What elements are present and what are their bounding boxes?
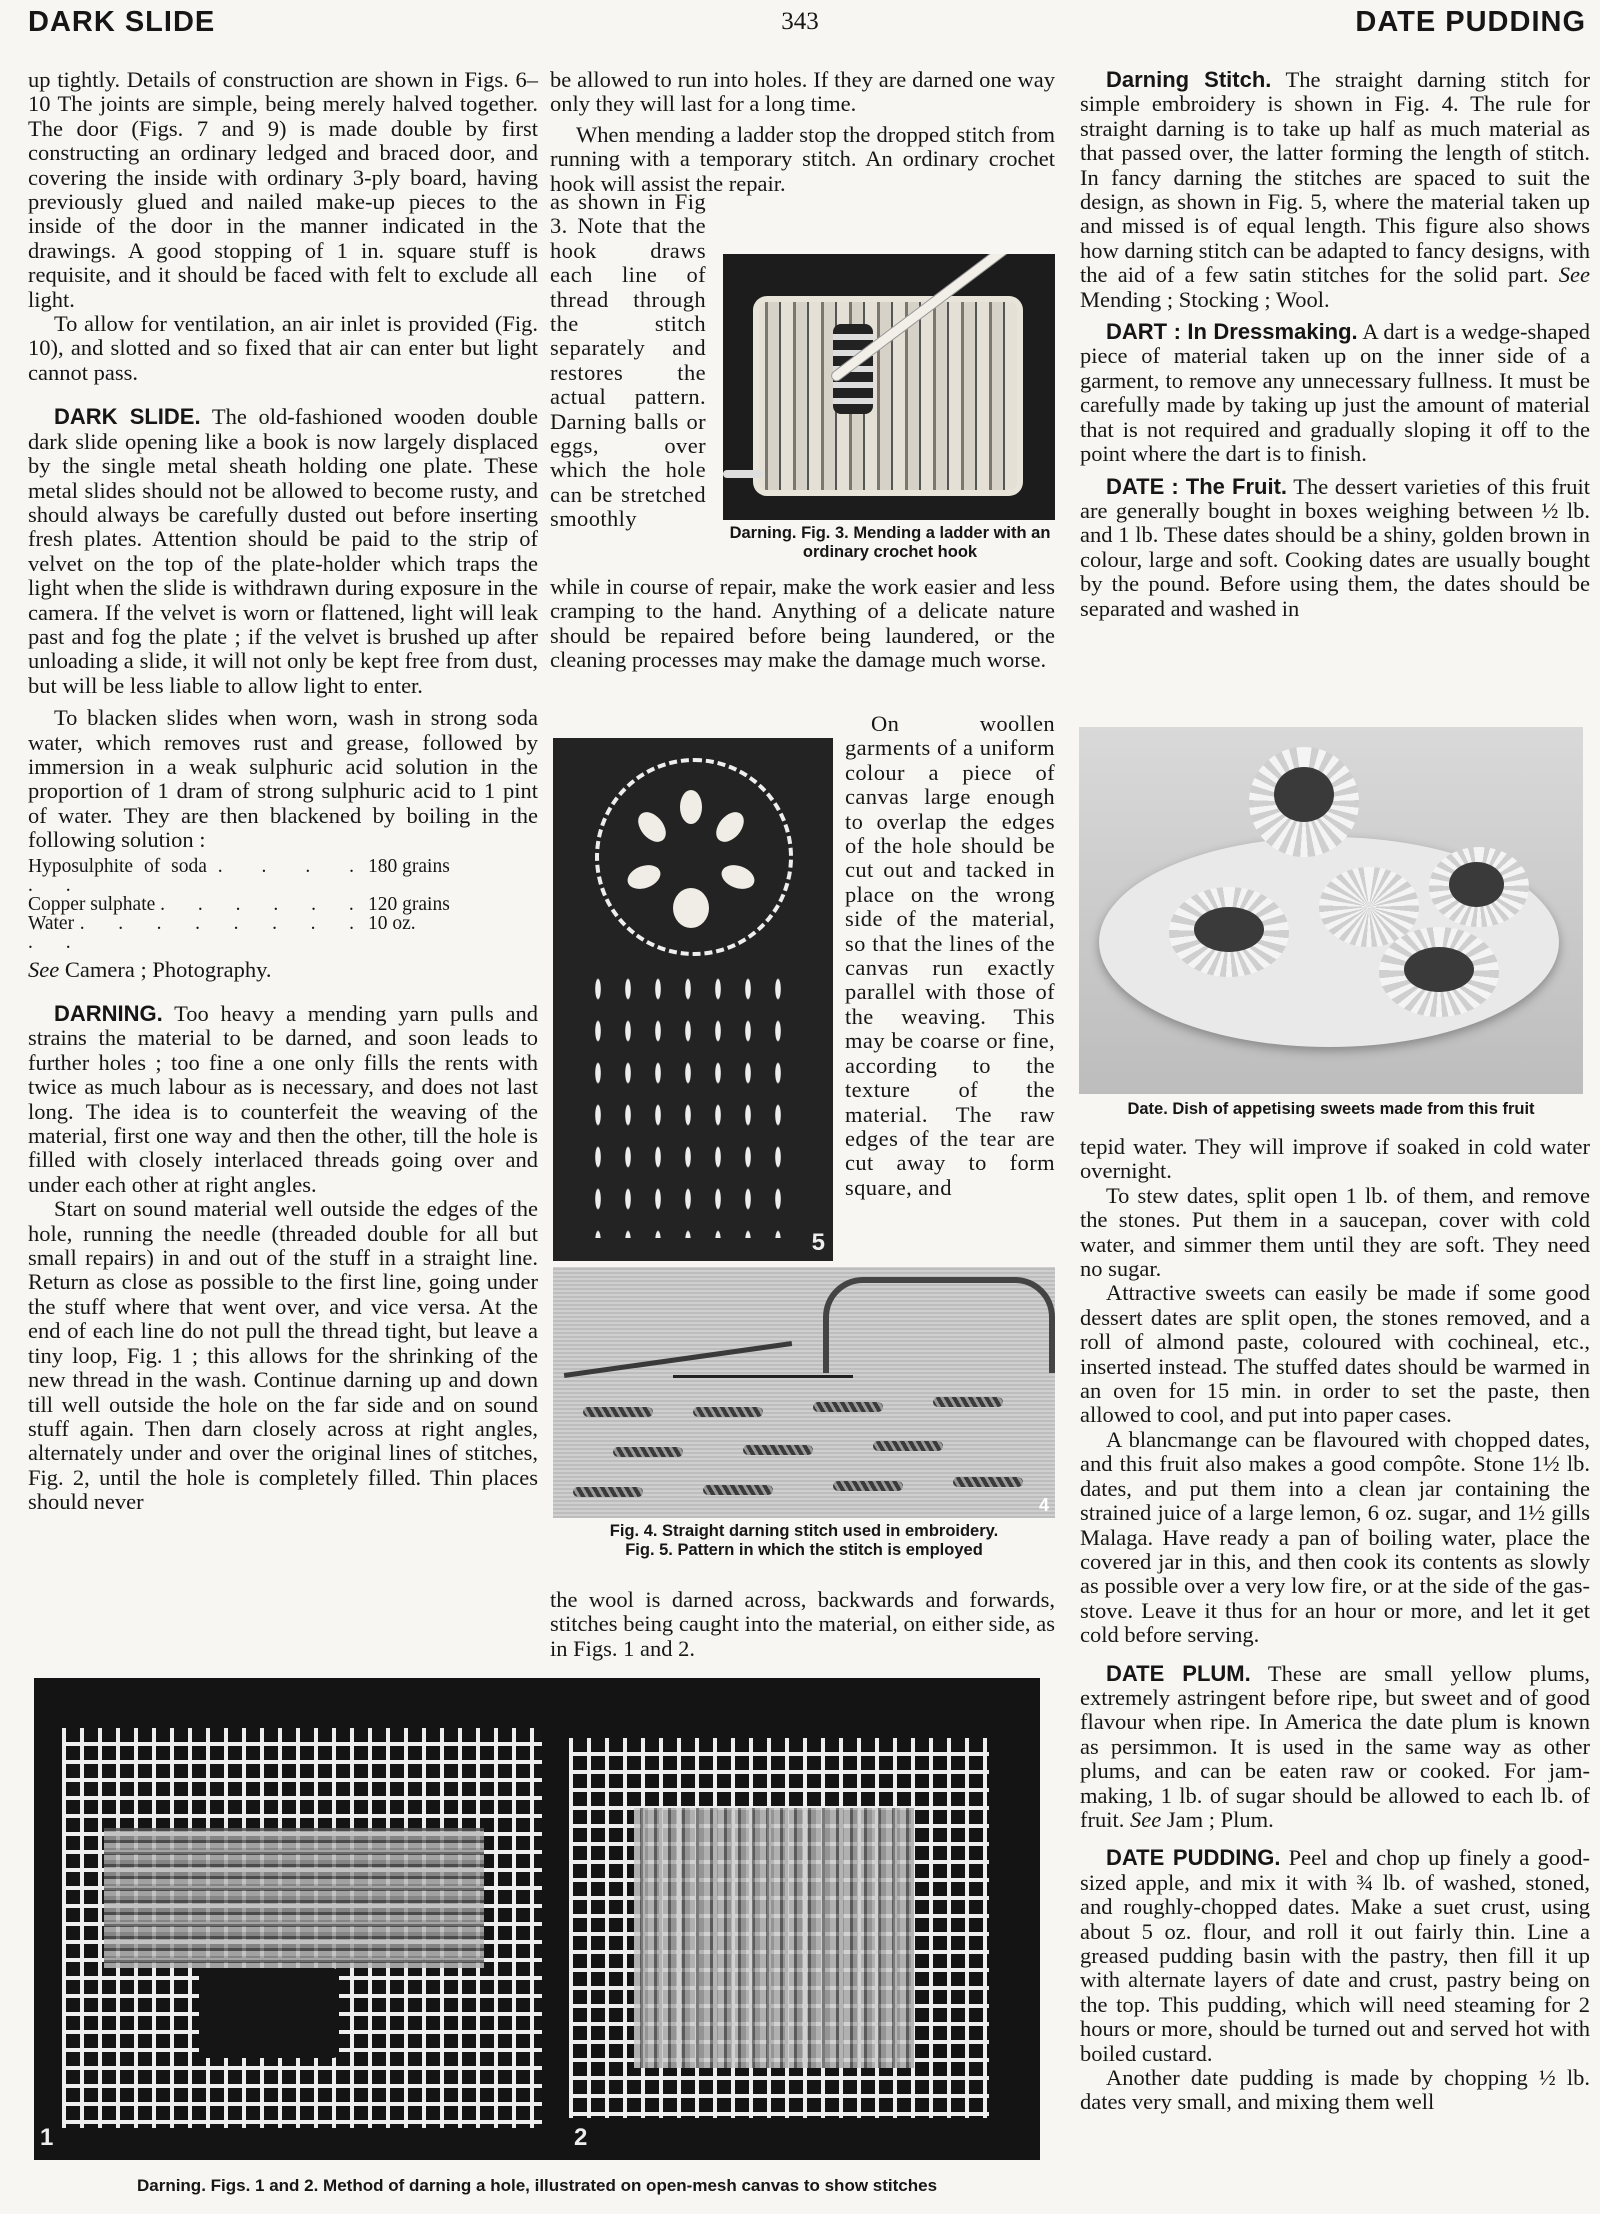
petal: [680, 790, 702, 824]
figure-number: 2: [574, 2124, 588, 2151]
stuffed-date: [1449, 862, 1504, 907]
table-row: [28, 895, 368, 914]
fig3-caption: Darning. Fig. 3. Mending a ladder with an ordinary crochet hook: [729, 524, 1051, 561]
entry-dart: [1080, 320, 1590, 466]
darned-threads: [104, 1828, 484, 1968]
date-sweets-photo: [1079, 727, 1583, 1094]
yarn-end: [723, 470, 763, 478]
stitch: [933, 1397, 1003, 1407]
stuffed-date: [1194, 907, 1264, 952]
fig3-crochet-hook-photo: [723, 254, 1055, 520]
paragraph: the wool is darned across, backwards and forwards, stitches being caught into the material, on either side, as in Figs. 1 and 2.: [550, 1587, 1055, 1661]
entry-text: The old-fashioned wooden double dark slide opening like a book is now largely displaced by the single metal sheath holding one plate. These metal slides should not be allowed to become rusty, and should always be carefully dusted out before inserting fresh plates. Attention should be paid to the strip of velvet on the top of the plate-holder which traps the light when the slide is withdrawn during exposure in the camera. If the velvet is worn or flattened, light will leak past and fog the plate ; if the velvet is brushed up after unloading a slide, it will not only be kept free from dust, but will be less liable to allow light to enter.: [28, 404, 539, 698]
paragraph: Start on sound material well outside the edges of the hole, running the needle (threaded double for all but small repairs) in and out of the stuff in a straight line. Return as close as possible to the first line, going under the stuff where that went over, and vice versa. At the end of each line do not pull the thread tight, but leave a tiny loop, Fig. 1 ; this allows for the shrinking of the new thread in the wash. Continue darning up and down till well outside the hole on the far side and on sound stuff again. Then darn closely across at right angles, alternately under and over the original lines of stitches, Fig. 2, until the hole is completely filled. Thin places should never: [28, 1196, 538, 1515]
entry-darning: [28, 1002, 538, 1197]
entry-heading: DATE : The Fruit.: [1106, 473, 1288, 499]
fig1-2-darning-mesh-photo: [34, 1678, 1040, 2160]
thread-loop: [823, 1277, 1055, 1373]
entry-text: The straight darning stitch for simple embroidery is shown in Fig. 4. The rule for straight darning is to take up half as much material as that passed over, the latter forming the length of stitch. In fancy darning the stitches are spaced to suit the design, as shown in Fig. 5, where the material taken up and missed is of equal length. This figure also shows how darning stitch can be adapted to fancy designs, with the aid of a few satin stitches for the solid part.: [1080, 67, 1590, 288]
entry-date: [1080, 475, 1590, 621]
stitch: [573, 1487, 643, 1497]
stitch: [953, 1477, 1023, 1487]
stitch: [873, 1441, 943, 1451]
entry-heading: DART : In Dressmaking.: [1106, 319, 1358, 345]
paragraph: To stew dates, split open 1 lb. of them, and remove the stones. Put them in a saucepan, cover with cold water, and simmer them until they are soft. They need no sugar.: [1080, 1182, 1590, 1282]
paragraph: while in course of repair, make the work easier and less cramping to the hand. Anything of a delicate nature should be repaired before being laundered, or the cleaning processes may make the damage much worse.: [550, 574, 1055, 673]
leader-dots: . . . . . . . . . .: [28, 912, 369, 953]
column-1: [28, 68, 538, 1515]
see-label: See: [1130, 1806, 1162, 1832]
see-label: See: [28, 956, 60, 982]
see-refs: Camera ; Photography.: [59, 956, 272, 982]
running-head-right: DATE PUDDING: [1355, 6, 1586, 38]
see-refs: Mending ; Stocking ; Wool.: [1080, 286, 1330, 312]
knitted-swatch: [753, 296, 1023, 496]
thread: [564, 1341, 792, 1378]
entry-heading: DARNING.: [54, 1001, 163, 1026]
stitch: [743, 1445, 813, 1455]
column-2-middle: [550, 575, 1055, 673]
stitch: [833, 1481, 903, 1491]
column-3-bottom: [1080, 1135, 1590, 2115]
needle: [673, 1375, 853, 1378]
column-3-top: [1080, 68, 1590, 621]
stuffed-date: [1404, 947, 1474, 992]
ingredient: Hyposulphite of soda: [28, 855, 207, 877]
entry-darning-stitch: [1080, 68, 1590, 312]
figure-number: 1: [40, 2124, 54, 2151]
running-head-left: DARK SLIDE: [28, 6, 216, 38]
entry-text: Peel and chop up finely a good-sized apple, and mix it with ¾ lb. of washed, stoned, and roughly-chopped dates. Make a suet crust, using about 5 oz. flour, and roll it out fairly thin. Line a greased pudding basin with the pastry, then fill it up with alternate layers of date and crust, pastry being on the top. This pudding, which will need steaming for 2 hours or more, should be turned out and served hot with boiled custard.: [1080, 1845, 1590, 2066]
paragraph: Attractive sweets can easily be made if some good dessert dates are split open, the stones removed, and a roll of almond paste, coloured with cochineal, etc., inserted instead. The stuffed dates should be warmed in an oven for 15 min. in order to set the paste, then allowed to cool, and put into paper cases.: [1080, 1280, 1590, 1428]
entry-text: The dessert varieties of this fruit are generally bought in boxes weighing between ½ lb. and 1 lb. These dates should be a shiny, golden brown in colour, large and soft. Cooking dates are usually bought by the pound. Before using them, the dates should be separated and washed in: [1080, 473, 1590, 621]
entry-dark-slide: [28, 405, 538, 698]
petal: [673, 888, 709, 928]
entry-text: Too heavy a mending yarn pulls and strains the material to be darned, and soon leads to further holes ; too fine a one only fills the rents with twice as much labour as is necessary, and does not last long. The idea is to counterfeit the weaving of the material, first one way and then the other, till the hole is filled with closely interlaced threads going over and under each other at right angles.: [28, 1001, 538, 1197]
amount: 120 grains: [368, 893, 450, 915]
paragraph: up tightly. Details of construction are shown in Figs. 6–10 The joints are simple, being merely halved together. The door (Figs. 7 and 9) is made double by first constructing an ordinary ledged and braced door, and covering the inside with ordinary 3-ply board, having previously glued and nailed make-up pieces to the inside of the door in the manner indicated in the drawings. A good stopping of 1 in. square stuff is requisite, and it should be faced with felt to exclude all light.: [28, 67, 538, 312]
fig4-straight-darning-photo: [553, 1267, 1055, 1518]
column-2-wrap-text-2: [845, 712, 1055, 1200]
column-2-bottom: [550, 1588, 1055, 1661]
see-label: See: [1558, 262, 1590, 288]
paragraph: be allowed to run into holes. If they are darned one way only they will last for a long time.: [550, 67, 1055, 117]
entry-heading: Darning Stitch.: [1106, 67, 1272, 92]
column-2-top: [550, 68, 1055, 196]
leader-dots: . . . . . .: [28, 855, 368, 896]
stitch: [693, 1407, 763, 1417]
entry-date-pudding: [1080, 1846, 1590, 2066]
solution-table: [28, 857, 538, 952]
stuffed-date: [1274, 767, 1334, 822]
hole: [199, 1968, 339, 2058]
paragraph: When mending a ladder stop the dropped stitch from running with a temporary stitch. An ordinary crochet hook will assist the repair.: [550, 121, 1055, 196]
fig45-caption: [553, 1522, 1055, 1560]
fig5-darning-pattern-photo: [553, 738, 833, 1261]
figure-number: 4: [1038, 1495, 1049, 1515]
entry-heading: DATE PLUM.: [1106, 1660, 1251, 1686]
entry-heading: DATE PUDDING.: [1106, 1845, 1281, 1871]
stitch: [703, 1485, 773, 1495]
darning-dashes: [583, 968, 803, 1238]
paragraph: To allow for ventilation, an air inlet is provided (Fig. 10), and slotted and so fixed that air can enter but light cannot pass.: [28, 311, 538, 385]
paragraph: On woollen garments of a uniform colour a piece of canvas large enough to overlap the edges of the hole should be cut out and tacked in place on the wrong side of the material, so that the lines of the canvas run exactly parallel with those of the weaving. This may be coarse or fine, according to the texture of the material. The raw edges of the tear are cut away to form square, and: [845, 711, 1055, 1200]
column-2-wrap-text: [550, 190, 706, 532]
paragraph: A blancmange can be flavoured with chopped dates, and this fruit also makes a good compôte. Stone 1½ lb. dates, and put them into a clean jar containing the strained juice of a large lemon, 6 oz. sugar, and 1½ gills Malaga. Have ready a pan of boiling water, place the covered jar in this, and then cook its contents as slowly as possible over a very low fire, or at the side of the gas-stove. Leave it thus for an hour or more, and let it get cold before serving.: [1080, 1426, 1590, 1648]
see-refs: Jam ; Plum.: [1161, 1806, 1274, 1832]
cross-reference: [28, 958, 538, 982]
caption-line: Fig. 5. Pattern in which the stitch is employed: [625, 1541, 983, 1559]
entry-text: These are small yellow plums, extremely astringent before ripe, but sweet and of good flavour when ripe. In America the date plum is known as persimmon. It is used in the same way as other plums, and can be eaten raw or cooked. For jam-making, 1 lb. of sugar should be allowed to each lb. of fruit.: [1080, 1660, 1590, 1832]
fig1-2-caption: Darning. Figs. 1 and 2. Method of darning a hole, illustrated on open-mesh canvas to show stitches: [136, 2176, 938, 2195]
paragraph: as shown in Fig 3. Note that the hook draws each line of thread through the stitch separately and restores the actual pattern. Darning balls or eggs, over which the hole can be stretched smoothly: [550, 189, 706, 532]
entry-date-plum: [1080, 1662, 1590, 1833]
paragraph: Another date pudding is made by chopping ½ lb. dates very small, and mixing them well: [1080, 2065, 1590, 2115]
ingredient: Copper sulphate: [28, 893, 156, 915]
entry-text: A dart is a wedge-shaped piece of material taken up on the inner side of a garment, to remove any unnecessary fullness. It must be carefully made by taking up just the amount of material that is not required and gradually sloping it off to the point where the dart is to finish.: [1080, 319, 1590, 467]
stitch: [613, 1447, 683, 1457]
amount: 180 grains: [368, 855, 450, 877]
table-row: [28, 914, 368, 952]
stitch: [583, 1407, 653, 1417]
stitch: [813, 1402, 883, 1412]
ingredient: Water: [28, 912, 75, 934]
entry-heading: DARK SLIDE.: [54, 404, 201, 430]
date-photo-caption: Date. Dish of appetising sweets made from this fruit: [1127, 1100, 1535, 1118]
cross-darned-threads: [634, 1808, 914, 2068]
leader-dots: . . . . . .: [160, 893, 368, 915]
paragraph: To blacken slides when worn, wash in strong soda water, which removes rust and grease, followed by immersion in a weak sulphuric acid solution in the proportion of 1 dram of strong sulphuric acid to 1 pint of water. They are then blackened by boiling in the following solution :: [28, 705, 538, 853]
figure-number: 5: [811, 1229, 825, 1256]
caption-line: Fig. 4. Straight darning stitch used in embroidery.: [609, 1522, 999, 1540]
table-row: [28, 857, 368, 895]
paragraph: tepid water. They will improve if soaked in cold water overnight.: [1080, 1134, 1590, 1184]
amount: 10 oz.: [368, 912, 416, 934]
page-number: 343: [781, 8, 819, 35]
